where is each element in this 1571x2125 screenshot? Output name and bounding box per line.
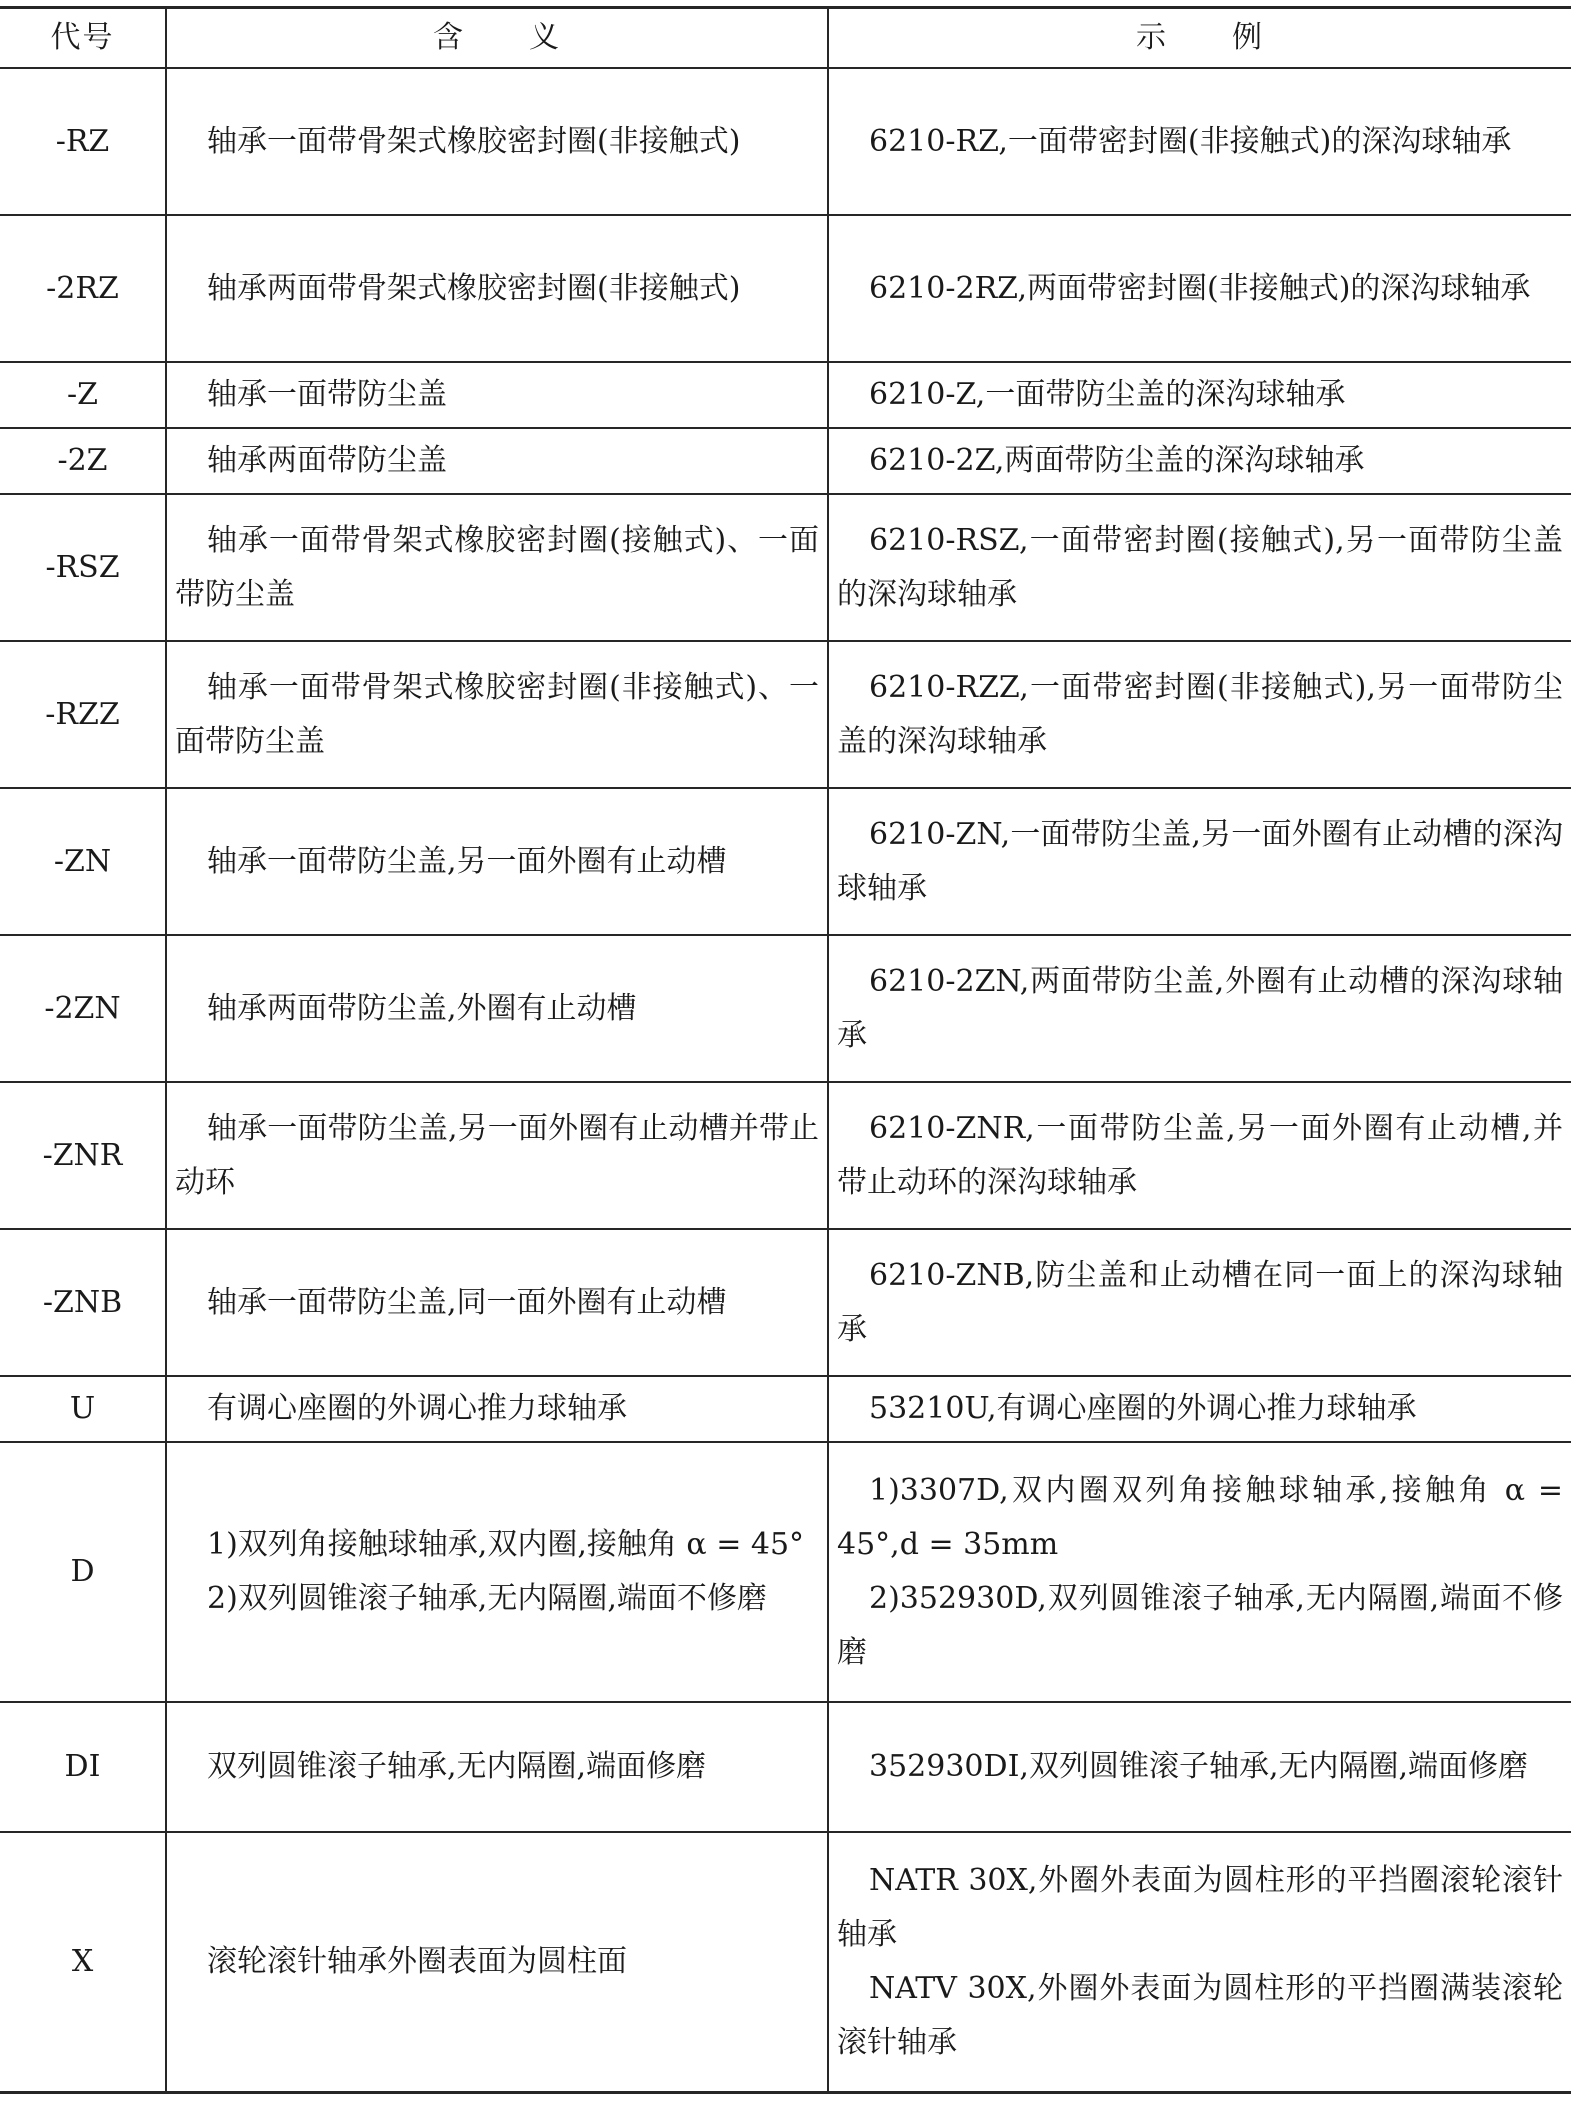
meaning-text: 轴承一面带骨架式橡胶密封圈(非接触式) — [207, 123, 741, 159]
code-cell: -RZZ — [0, 641, 166, 788]
code-cell: D — [0, 1442, 166, 1702]
table-row — [0, 362, 1571, 428]
code-cell: -2ZN — [0, 935, 166, 1082]
example-cell — [828, 1229, 1571, 1376]
example-text: 1)3307D,双内圈双列角接触球轴承,接触角 α = 45°,d = 35mm — [837, 1473, 1563, 1562]
example-text: 6210-2RZ,两面带密封圈(非接触式)的深沟球轴承 — [869, 270, 1531, 306]
meaning-cell — [166, 641, 828, 788]
table-header-row — [0, 8, 1571, 69]
meaning-text: 轴承一面带防尘盖,另一面外圈有止动槽 — [207, 843, 727, 879]
example-text: 6210-ZNB,防尘盖和止动槽在同一面上的深沟球轴承 — [837, 1257, 1563, 1347]
code-cell: -2Z — [0, 428, 166, 494]
meaning-text: 2)双列圆锥滚子轴承,无内隔圈,端面不修磨 — [207, 1581, 767, 1616]
example-text: 6210-ZN,一面带防尘盖,另一面外圈有止动槽的深沟球轴承 — [837, 816, 1563, 906]
example-text: NATV 30X,外圈外表面为圆柱形的平挡圈满装滚轮滚针轴承 — [837, 1970, 1563, 2060]
example-cell — [828, 935, 1571, 1082]
header-meaning: 含 义 — [166, 8, 828, 69]
example-cell — [828, 1376, 1571, 1442]
example-text: 6210-RSZ,一面带密封圈(接触式),另一面带防尘盖的深沟球轴承 — [837, 522, 1563, 612]
meaning-text: 轴承两面带骨架式橡胶密封圈(非接触式) — [207, 270, 741, 306]
meaning-cell — [166, 362, 828, 428]
meaning-cell — [166, 1376, 828, 1442]
example-text: 6210-Z,一面带防尘盖的深沟球轴承 — [869, 377, 1346, 412]
meaning-text: 有调心座圈的外调心推力球轴承 — [207, 1391, 627, 1426]
bearing-suffix-code-table — [0, 6, 1571, 2094]
meaning-cell — [166, 1702, 828, 1832]
table-row — [0, 1442, 1571, 1702]
meaning-cell — [166, 935, 828, 1082]
example-cell — [828, 494, 1571, 641]
meaning-text: 轴承两面带防尘盖,外圈有止动槽 — [207, 990, 637, 1026]
table-row — [0, 641, 1571, 788]
meaning-cell — [166, 68, 828, 215]
example-text: NATR 30X,外圈外表面为圆柱形的平挡圈滚轮滚针轴承 — [837, 1862, 1563, 1952]
example-cell — [828, 788, 1571, 935]
example-text: 6210-RZZ,一面带密封圈(非接触式),另一面带防尘盖的深沟球轴承 — [837, 669, 1563, 759]
meaning-text: 轴承一面带防尘盖,同一面外圈有止动槽 — [207, 1284, 727, 1320]
meaning-text: 双列圆锥滚子轴承,无内隔圈,端面修磨 — [207, 1749, 707, 1784]
example-text: 53210U,有调心座圈的外调心推力球轴承 — [869, 1391, 1417, 1426]
code-cell: -2RZ — [0, 215, 166, 362]
meaning-cell — [166, 788, 828, 935]
code-cell: X — [0, 1832, 166, 2092]
table-row — [0, 215, 1571, 362]
table-row — [0, 1376, 1571, 1442]
meaning-cell — [166, 494, 828, 641]
example-cell — [828, 641, 1571, 788]
code-cell: -RSZ — [0, 494, 166, 641]
example-cell — [828, 428, 1571, 494]
example-cell — [828, 68, 1571, 215]
example-text: 6210-2ZN,两面带防尘盖,外圈有止动槽的深沟球轴承 — [837, 963, 1563, 1053]
example-cell — [828, 1832, 1571, 2092]
example-text: 6210-RZ,一面带密封圈(非接触式)的深沟球轴承 — [869, 123, 1512, 159]
meaning-cell — [166, 1442, 828, 1702]
example-cell — [828, 362, 1571, 428]
meaning-text: 轴承一面带防尘盖,另一面外圈有止动槽并带止动环 — [175, 1110, 819, 1200]
meaning-cell — [166, 1229, 828, 1376]
code-cell: -Z — [0, 362, 166, 428]
table-row — [0, 935, 1571, 1082]
example-cell — [828, 215, 1571, 362]
example-text: 352930DI,双列圆锥滚子轴承,无内隔圈,端面修磨 — [869, 1749, 1529, 1784]
table-row — [0, 428, 1571, 494]
meaning-text: 轴承一面带骨架式橡胶密封圈(接触式)、一面带防尘盖 — [175, 522, 819, 612]
table-row — [0, 788, 1571, 935]
meaning-text: 滚轮滚针轴承外圈表面为圆柱面 — [207, 1943, 627, 1979]
table-row — [0, 1832, 1571, 2092]
meaning-cell — [166, 215, 828, 362]
meaning-text: 轴承一面带防尘盖 — [207, 377, 447, 412]
example-cell — [828, 1442, 1571, 1702]
meaning-text: 1)双列角接触球轴承,双内圈,接触角 α = 45° — [207, 1527, 805, 1562]
code-cell: U — [0, 1376, 166, 1442]
table-row — [0, 1082, 1571, 1229]
example-text: 2)352930D,双列圆锥滚子轴承,无内隔圈,端面不修磨 — [837, 1581, 1563, 1670]
example-text: 6210-ZNR,一面带防尘盖,另一面外圈有止动槽,并带止动环的深沟球轴承 — [837, 1110, 1563, 1200]
table-row — [0, 494, 1571, 641]
table-row — [0, 68, 1571, 215]
example-cell — [828, 1702, 1571, 1832]
code-cell: -ZN — [0, 788, 166, 935]
meaning-text: 轴承两面带防尘盖 — [207, 443, 447, 478]
code-cell: -RZ — [0, 68, 166, 215]
code-cell: -ZNB — [0, 1229, 166, 1376]
example-text: 6210-2Z,两面带防尘盖的深沟球轴承 — [869, 443, 1365, 478]
meaning-text: 轴承一面带骨架式橡胶密封圈(非接触式)、一面带防尘盖 — [175, 669, 819, 759]
table-row — [0, 1229, 1571, 1376]
table-row — [0, 1702, 1571, 1832]
header-code: 代号 — [0, 8, 166, 69]
code-cell: -ZNR — [0, 1082, 166, 1229]
meaning-cell — [166, 1832, 828, 2092]
header-example: 示 例 — [828, 8, 1571, 69]
example-cell — [828, 1082, 1571, 1229]
meaning-cell — [166, 428, 828, 494]
meaning-cell — [166, 1082, 828, 1229]
code-cell: DI — [0, 1702, 166, 1832]
